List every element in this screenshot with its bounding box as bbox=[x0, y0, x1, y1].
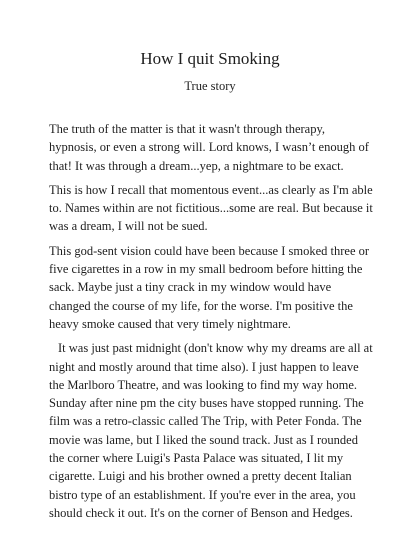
document-title: How I quit Smoking bbox=[140, 49, 280, 68]
document-subtitle: True story bbox=[184, 79, 236, 93]
paragraph: This god-sent vision could have been because I smoked three or five cigarettes in a row in my small bedroom before hitting the sack. Maybe just a tiny crack in my window would have changed the course of my life, for the worse. I'm positive the heavy smoke caused that very timely nightmare. bbox=[49, 243, 370, 331]
document-body bbox=[49, 120, 374, 528]
paragraph: It was just past midnight (don't know why my dreams are all at night and mostly around that time also). I just happen to leave the Marlboro Theatre, and was looking to find my way home. Sunday after nine pm the city buses have stopped running. The film was a retro-classic called The Trip, with Peter Fonda. The movie was lame, but I liked the sound track. Just as I rounded the corner where Luigi's Pasta Palace was situated, I lit my cigarette. Luigi and his brother owned a pretty decent Italian bistro type of an establishment. If you're ever in the area, you should check it out. It's on the corner of Benson and Hedges. bbox=[49, 341, 373, 520]
paragraph: The truth of the matter is that it wasn't through therapy, hypnosis, or even a strong will. Lord knows, I wasn’t enough of that! It was through a dream...yep, a nightmare to be exact. bbox=[49, 122, 369, 173]
paragraph: This is how I recall that momentous event...as clearly as I'm able to. Names within are not fictitious...some are real. But because it was a dream, I will not be sued. bbox=[49, 182, 373, 234]
